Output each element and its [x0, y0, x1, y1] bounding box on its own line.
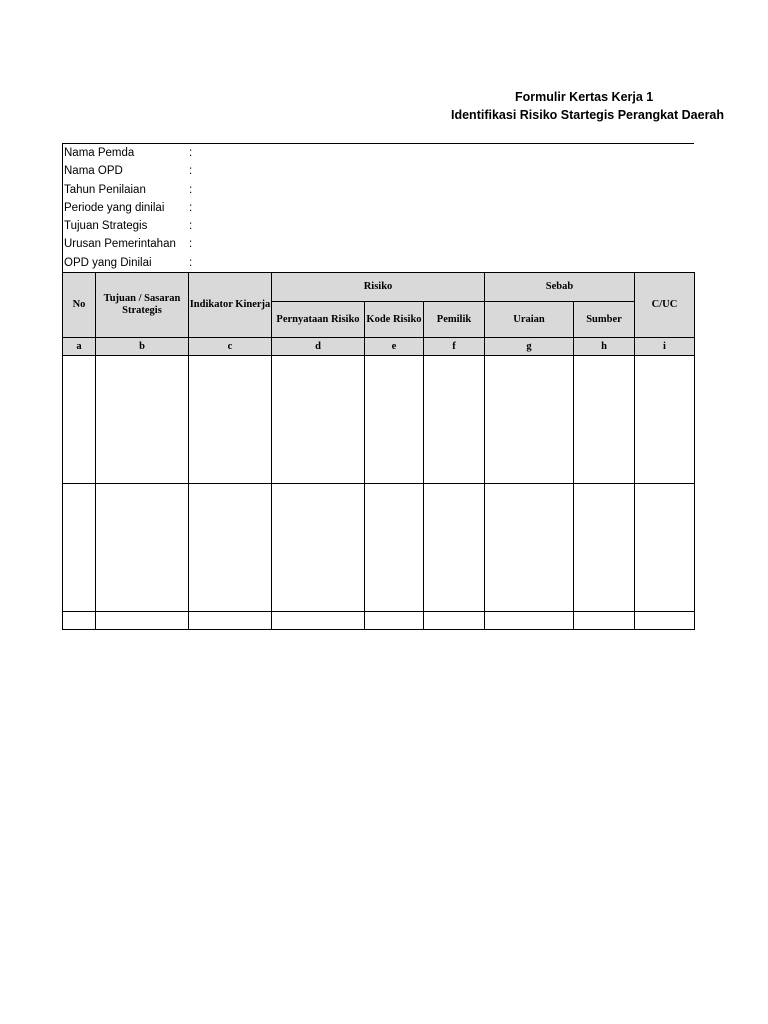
table-cell[interactable] [635, 612, 695, 630]
letter-row [63, 338, 695, 356]
table-cell[interactable] [485, 612, 574, 630]
info-fields [64, 145, 199, 273]
header-row-top [63, 273, 695, 302]
info-row-opd-dinilai [64, 255, 199, 273]
info-label: Urusan Pemerintahan [64, 238, 176, 251]
letter-cell: c [189, 338, 272, 356]
table-cell[interactable] [574, 356, 635, 484]
header-no: No [63, 273, 96, 338]
header-sebab: Sebab [485, 273, 635, 302]
info-row-tahun-penilaian [64, 182, 199, 200]
info-colon: : [189, 256, 193, 269]
table-cell[interactable] [365, 612, 424, 630]
info-colon: : [189, 220, 193, 233]
info-label: Nama OPD [64, 165, 123, 178]
info-row-nama-opd [64, 163, 199, 181]
table-row [63, 484, 695, 612]
table-cell[interactable] [485, 356, 574, 484]
info-colon: : [189, 183, 193, 196]
info-colon: : [189, 147, 193, 159]
info-row-periode [64, 200, 199, 218]
table-cell[interactable] [574, 484, 635, 612]
table-cell[interactable] [272, 356, 365, 484]
table-cell[interactable] [189, 484, 272, 612]
letter-cell: h [574, 338, 635, 356]
info-label: Nama Pemda [64, 147, 135, 159]
form-title-line2: Identifikasi Risiko Startegis Perangkat Daerah [451, 108, 725, 122]
header-risiko: Risiko [272, 273, 485, 302]
table-cell[interactable] [424, 612, 485, 630]
table-cell[interactable] [63, 484, 96, 612]
table-cell[interactable] [574, 612, 635, 630]
header-indikator: Indikator Kinerja [189, 273, 272, 338]
risk-identification-table [62, 272, 695, 630]
info-label: Tahun Penilaian [64, 183, 146, 196]
table-cell[interactable] [63, 612, 96, 630]
header-divider [62, 143, 694, 144]
table-cell[interactable] [272, 612, 365, 630]
table-cell[interactable] [96, 484, 189, 612]
letter-cell: i [635, 338, 695, 356]
info-row-tujuan-strategis [64, 218, 199, 236]
letter-cell: a [63, 338, 96, 356]
info-left-border [62, 143, 63, 273]
form-title [440, 88, 725, 124]
info-label: Tujuan Strategis [64, 220, 148, 233]
table-cell[interactable] [365, 356, 424, 484]
letter-cell: b [96, 338, 189, 356]
header-kode: Kode Risiko [365, 302, 424, 338]
table-cell[interactable] [96, 612, 189, 630]
table-row [63, 612, 695, 630]
table-row [63, 356, 695, 484]
table-cell[interactable] [424, 484, 485, 612]
table-cell[interactable] [272, 484, 365, 612]
info-colon: : [189, 238, 193, 251]
table-cell[interactable] [189, 612, 272, 630]
info-row-nama-pemda [64, 145, 199, 163]
info-colon: : [189, 165, 193, 178]
letter-cell: d [272, 338, 365, 356]
header-cuc: C/UC [635, 273, 695, 338]
header-sumber: Sumber [574, 302, 635, 338]
letter-cell: f [424, 338, 485, 356]
header-pemilik: Pemilik [424, 302, 485, 338]
header-pernyataan: Pernyataan Risiko [272, 302, 365, 338]
table-cell[interactable] [189, 356, 272, 484]
table-cell[interactable] [365, 484, 424, 612]
info-row-urusan [64, 236, 199, 254]
header-uraian: Uraian [485, 302, 574, 338]
table-cell[interactable] [635, 484, 695, 612]
table-cell[interactable] [96, 356, 189, 484]
table-cell[interactable] [485, 484, 574, 612]
table-cell[interactable] [63, 356, 96, 484]
info-label: OPD yang Dinilai [64, 256, 152, 269]
info-colon: : [189, 201, 193, 214]
table-cell[interactable] [635, 356, 695, 484]
form-title-line1: Formulir Kertas Kerja 1 [515, 90, 654, 104]
header-tujuan: Tujuan / Sasaran Strategis [96, 273, 189, 338]
letter-cell: g [485, 338, 574, 356]
letter-cell: e [365, 338, 424, 356]
table-cell[interactable] [424, 356, 485, 484]
info-label: Periode yang dinilai [64, 201, 165, 214]
